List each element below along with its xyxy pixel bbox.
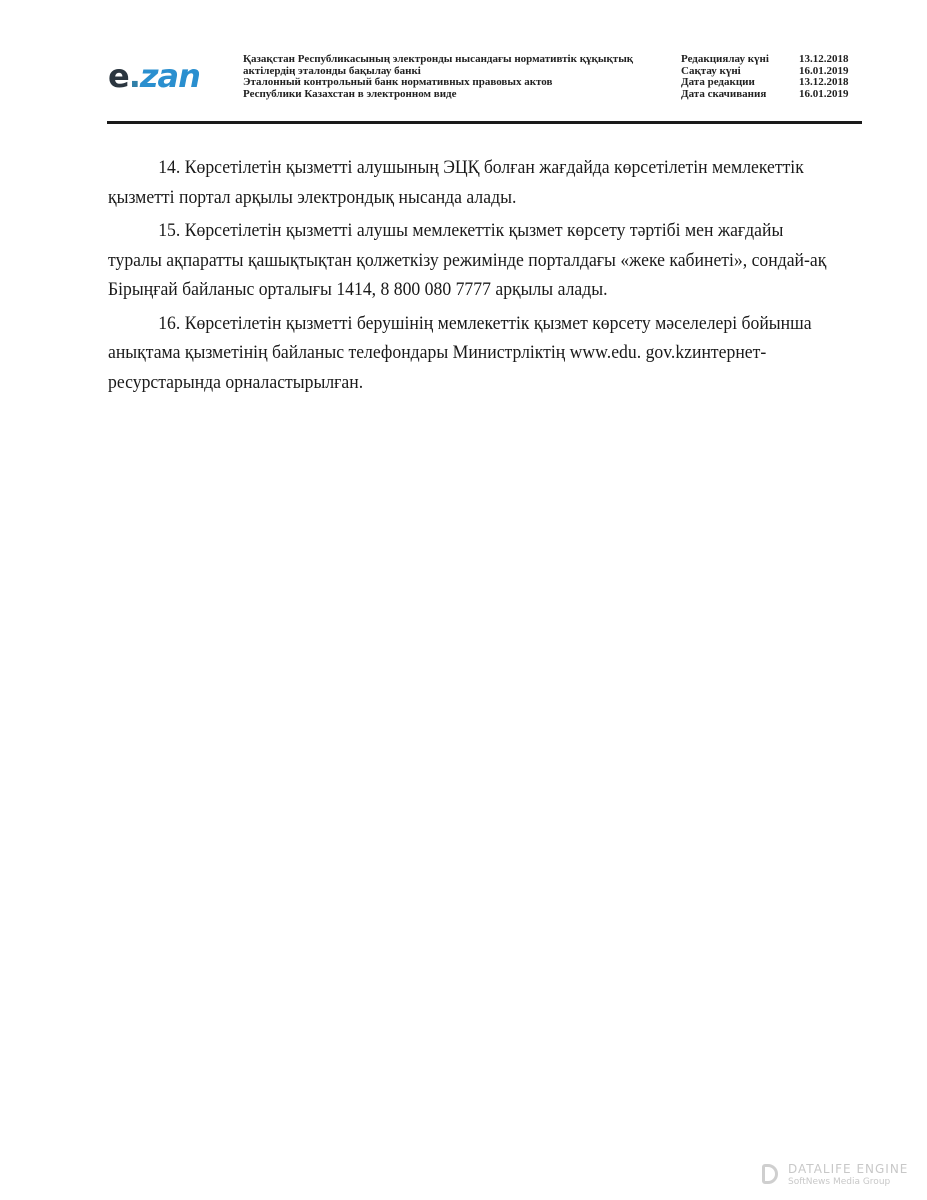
watermark-title: DATALIFE ENGINE xyxy=(788,1162,909,1176)
header-meta xyxy=(681,54,861,100)
header-title-line: Қазақстан Республикасының электронды нысандағы нормативтік құқықтық xyxy=(243,53,634,65)
logo-zan: zan xyxy=(139,57,200,95)
header-divider xyxy=(107,121,862,124)
header-title-line: Республики Казахстан в электронном виде xyxy=(243,87,457,100)
meta-label: Сақтау күні xyxy=(681,64,741,77)
meta-row xyxy=(681,89,861,101)
paragraph-15: 15. Көрсетілетін қызметті алушы мемлекеттік қызмет көрсету тәртібі мен жағдайы туралы ақпаратты қашықтықтан қолжеткізу режимінде порталдағы «жеке кабинеті», сондай-ақ Бірыңғай байланыс орталығы 1414, 8 800 080 7777 арқылы алады. xyxy=(108,220,827,300)
datalife-logo-icon xyxy=(762,1164,778,1184)
datalife-watermark xyxy=(762,1162,922,1192)
meta-label: Редакциялау күні xyxy=(681,53,769,65)
meta-label: Дата скачивания xyxy=(681,87,767,100)
document-body xyxy=(108,153,838,401)
header-title xyxy=(243,54,663,100)
meta-row xyxy=(681,54,861,66)
meta-value: 16.01.2019 xyxy=(799,64,849,77)
header-title-line: актілердің эталонды бақылау банкі xyxy=(243,64,421,77)
logo-e: e xyxy=(108,57,129,95)
meta-value: 16.01.2019 xyxy=(799,87,849,100)
meta-value: 13.12.2018 xyxy=(799,53,849,65)
paragraph-16: 16. Көрсетілетін қызметті берушінің мемлекеттік қызмет көрсету мәселелері бойынша анықтама қызметінің байланыс телефондары Министрліктің www.edu. gov.kzинтернет-ресурстарында орналастырылған. xyxy=(108,312,812,393)
ezan-logo xyxy=(108,58,218,94)
header-title-line: Эталонный контрольный банк нормативных правовых актов xyxy=(243,76,553,89)
logo-dot: . xyxy=(128,57,140,95)
meta-value: 13.12.2018 xyxy=(799,76,849,89)
meta-label: Дата редакции xyxy=(681,76,755,89)
watermark-subtitle: SoftNews Media Group xyxy=(788,1177,891,1187)
paragraph-14: 14. Көрсетілетін қызметті алушының ЭЦҚ болған жағдайда көрсетілетін мемлекеттік қызметті портал арқылы электрондық нысанда алады. xyxy=(108,157,804,208)
